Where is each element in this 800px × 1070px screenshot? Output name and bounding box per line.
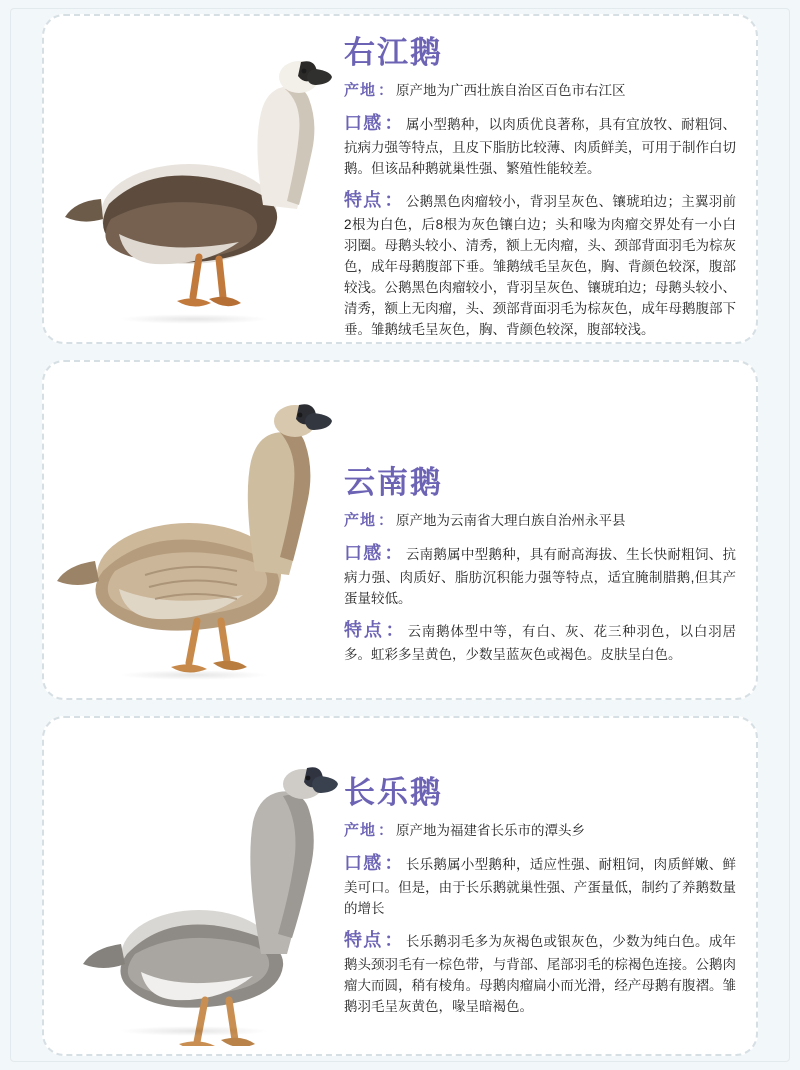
breed-title: 右江鹅 [344, 35, 443, 70]
breed-info [344, 16, 756, 344]
origin-row [344, 80, 736, 103]
goose-photo-icon [49, 726, 339, 1046]
goose-photo-icon [49, 375, 339, 685]
goose-photo-0 [44, 16, 344, 342]
features-text: 长乐鹅羽毛多为灰褐色或银灰色，少数为纯白色。成年鹅头颈羽毛有一棕色带，与背部、尾部羽毛的棕褐色连接。公鹅肉瘤大而圆，稍有棱角。母鹅肉瘤扁小而光滑，经产母鹅有腹褶。雏鹅羽毛呈灰黄色，喙呈暗褐色。 [344, 934, 737, 1014]
breed-card [42, 14, 758, 344]
features-text: 公鹅黑色肉瘤较小，背羽呈灰色、镶琥珀边；主翼羽前2根为白色，后8根为灰色镶白边；头和喙为肉瘤交界处有一小白羽圈。母鹅头较小、清秀，额上无肉瘤，头、颈部背面羽毛为棕灰色，成年母鹅腹部下垂。雏鹅绒毛呈灰色，胸、背颜色较深，腹部较浅。公鹅黑色肉瘤较小，背羽呈灰色、镶琥珀边；母鹅头较小、清秀，额上无肉瘤，头、颈部背面羽毛为棕灰色，成年母鹅腹部下垂。雏鹅绒毛呈灰色，胸、背颜色较深，腹部较浅。 [344, 194, 737, 337]
origin-text: 原产地为广西壮族自治区百色市右江区 [396, 83, 626, 99]
features-colon: ： [384, 930, 404, 951]
taste-colon: ： [384, 543, 404, 564]
features-colon: ： [385, 620, 406, 641]
photo-shadow [119, 670, 269, 680]
origin-label: 产地 [344, 823, 377, 840]
taste-row [344, 850, 736, 920]
breed-card [42, 716, 758, 1056]
taste-text: 属小型鹅种，以肉质优良著称，具有宜放牧、耐粗饲、抗病力强等特点，且皮下脂肪比较薄、肉质鲜美，可用于制作白切鹅。但该品种鹅就巢性强、繁殖性能较差。 [344, 117, 737, 177]
goose-photo-2 [44, 718, 344, 1054]
taste-text: 长乐鹅属小型鹅种，适应性强、耐粗饲，肉质鲜嫩、鲜美可口。但是，由于长乐鹅就巢性强、产蛋量低，制约了养鹅数量的增长 [344, 857, 737, 917]
breed-card [42, 360, 758, 700]
taste-colon: ： [384, 853, 404, 874]
taste-label: 口感 [344, 543, 383, 564]
features-label: 特点 [344, 620, 384, 641]
origin-colon: ： [378, 83, 395, 100]
origin-text: 原产地为福建省长乐市的潭头乡 [396, 823, 586, 839]
origin-row [344, 820, 736, 843]
taste-row [344, 110, 736, 180]
features-row [344, 927, 736, 1018]
taste-text: 云南鹅属中型鹅种，具有耐高海拔、生长快耐粗饲、抗病力强、肉质好、脂肪沉积能力强等特点，适宜腌制腊鹅,但其产蛋量较低。 [344, 547, 737, 607]
features-text: 云南鹅体型中等，有白、灰、花三种羽色，以白羽居多。虹彩多呈黄色，少数呈蓝灰色或褐色。皮肤呈白色。 [344, 624, 737, 662]
features-row [344, 617, 736, 666]
origin-colon: ： [378, 823, 395, 840]
breed-info [344, 362, 756, 687]
features-row [344, 187, 736, 340]
photo-shadow [119, 314, 269, 324]
taste-label: 口感 [344, 853, 383, 874]
goose-photo-1 [44, 362, 344, 698]
breed-title: 云南鹅 [344, 465, 443, 500]
features-colon: ： [384, 190, 404, 211]
origin-colon: ： [378, 513, 395, 530]
breed-title: 长乐鹅 [344, 775, 443, 810]
features-label: 特点 [344, 190, 383, 211]
origin-row [344, 510, 736, 533]
origin-label: 产地 [344, 513, 377, 530]
photo-shadow [119, 1026, 269, 1036]
origin-label: 产地 [344, 83, 377, 100]
taste-colon: ： [384, 113, 404, 134]
goose-photo-icon [49, 29, 339, 329]
origin-text: 原产地为云南省大理白族自治州永平县 [396, 513, 626, 529]
breed-info [344, 718, 756, 1039]
taste-row [344, 540, 736, 610]
features-label: 特点 [344, 930, 383, 951]
taste-label: 口感 [344, 113, 383, 134]
